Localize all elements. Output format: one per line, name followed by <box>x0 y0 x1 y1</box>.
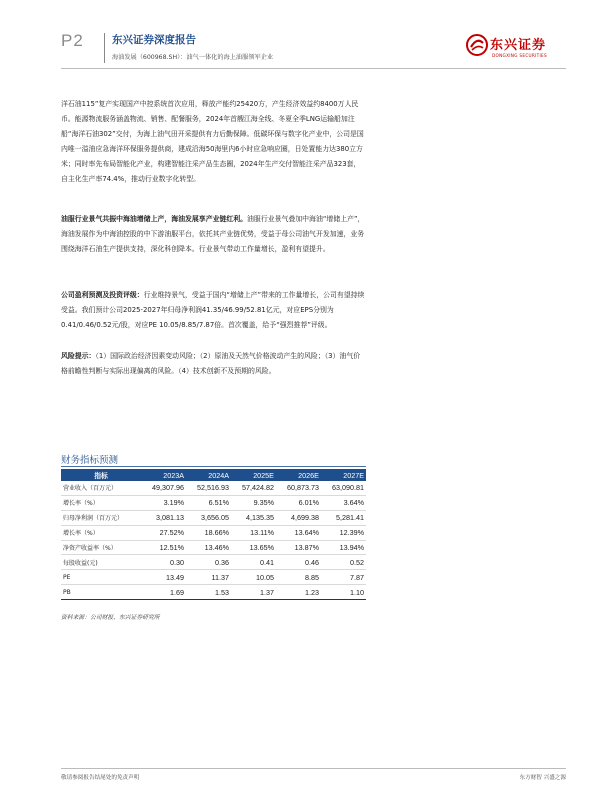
row-label: PE <box>61 570 141 585</box>
table-row <box>61 555 366 570</box>
table-title-rule <box>61 466 366 467</box>
table-row <box>61 585 366 600</box>
year-header: 2025E <box>231 469 276 481</box>
year-header: 2024A <box>186 469 231 481</box>
table-header-row <box>61 469 366 481</box>
year-header: 2026E <box>276 469 321 481</box>
table-cell: 4,699.38 <box>276 510 321 525</box>
table-cell: 12.39% <box>321 525 366 540</box>
table-cell: 63,090.81 <box>321 481 366 495</box>
row-label: 增长率（%） <box>61 525 141 540</box>
paragraph-lead: 油服行业景气共振中海油增储上产，海油发展享产业链红利。 <box>61 215 248 223</box>
table-cell: 10.05 <box>231 570 276 585</box>
paragraph-text: （1）国际政治经济因素变动风险；（2）原油及天然气价格波动产生的风险；（3）油气价格前瞻性判断与实际出现偏离的风险。（4）技术创新不及预期的风险。 <box>61 352 361 375</box>
paragraph-forecast <box>61 288 366 333</box>
row-label: 增长率（%） <box>61 495 141 510</box>
table-cell: 27.52% <box>141 525 186 540</box>
footer-slogan: 东方财智 兴盛之源 <box>519 775 566 781</box>
table-cell: 12.51% <box>141 540 186 555</box>
table-header-label: 指标 <box>61 469 141 481</box>
table-row <box>61 540 366 555</box>
table-cell: 0.46 <box>276 555 321 570</box>
row-label: PB <box>61 585 141 600</box>
logo-text-cn: 东兴证券 <box>490 38 547 53</box>
table-cell: 8.85 <box>276 570 321 585</box>
table-row <box>61 570 366 585</box>
table-cell: 7.87 <box>321 570 366 585</box>
table-cell: 57,424.82 <box>231 481 276 495</box>
table-cell: 13.65% <box>231 540 276 555</box>
table-cell: 1.10 <box>321 585 366 600</box>
table-cell: 52,516.93 <box>186 481 231 495</box>
row-label: 净资产收益率（%） <box>61 540 141 555</box>
table-row <box>61 481 366 495</box>
paragraph-lead: 公司盈利预测及投资评级： <box>61 291 144 299</box>
row-label: 归母净利润（百万元） <box>61 510 141 525</box>
paragraph-risk <box>61 349 366 379</box>
company-logo <box>466 34 566 64</box>
table-cell: 3,081.13 <box>141 510 186 525</box>
table-cell: 1.23 <box>276 585 321 600</box>
table-cell: 0.36 <box>186 555 231 570</box>
header-rule <box>61 68 566 69</box>
table-row <box>61 495 366 510</box>
table-cell: 13.87% <box>276 540 321 555</box>
report-type: 东兴证券深度报告 <box>112 34 196 46</box>
table-cell: 4,135.35 <box>231 510 276 525</box>
table-cell: 11.37 <box>186 570 231 585</box>
table-row <box>61 525 366 540</box>
page-number: P2 <box>61 31 84 50</box>
table-title: 财务指标预测 <box>61 455 119 466</box>
table-cell: 0.41 <box>231 555 276 570</box>
table-cell: 3.19% <box>141 495 186 510</box>
paragraph-text: 行业维持景气，受益于国内“增储上产”带来的工作量增长，公司有望持续受益。我们预计公司2025-2027年归母净利润41.35/46.99/52.81亿元，对应EPS分别为0.41/0.46/0.52元/股，对应PE 10.05/8.85/7.87倍。首次覆盖，给予“强烈推荐”评级。 <box>61 291 365 329</box>
table-cell: 0.52 <box>321 555 366 570</box>
paragraph-text: 洋石油115”复产实现国产中控系统首次应用，释放产能约25420方，产生经济效益约8400万人民币。能源物流服务涵盖物流、销售、配餐服务，2024年首艘江海全线、冬夏全季LNG运输船加注船“海洋石油302”交付，为海上油气田开采提供有力后勤保障。低碳环保与数字化产业中，公司是国内唯一溢油应急海洋环保服务提供商，建成沿海50海里内6小时应急响应圈，日处置能力达380立方米；同时率先布局智能化产业，构建智能注采产品生态圈，2024年生产交付智能注采产品323套，自主化生产率74.4%，推动行业数字化转型。 <box>61 100 364 183</box>
table-cell: 3,656.05 <box>186 510 231 525</box>
paragraph-lead: 风险提示： <box>61 352 96 360</box>
table-cell: 1.37 <box>231 585 276 600</box>
table-cell: 18.66% <box>186 525 231 540</box>
paragraph-business <box>61 97 366 187</box>
row-label: 每股收益(元) <box>61 555 141 570</box>
row-label: 营业收入（百万元） <box>61 481 141 495</box>
report-subtitle: 海油发展（600968.SH）：油气一体化的海上油服领军企业 <box>112 54 274 61</box>
paragraph-text: 油服行业景气叠加中海油“增储上产”，海油发展作为中海油控股的中下游油服平台，依托其产业链优势，受益于母公司油气开发加速，业务围绕海洋石油生产提供支持，深化科创降本。行业景气带动工作量增长，盈利有望提升。 <box>61 215 365 253</box>
year-header: 2023A <box>141 469 186 481</box>
table-cell: 13.64% <box>276 525 321 540</box>
table-cell: 1.69 <box>141 585 186 600</box>
paragraph-industry <box>61 212 366 257</box>
table-cell: 6.51% <box>186 495 231 510</box>
logo-mark-icon <box>466 34 488 56</box>
table-cell: 60,873.73 <box>276 481 321 495</box>
table-cell: 13.94% <box>321 540 366 555</box>
table-source-note: 资料来源：公司财报、东兴证券研究所 <box>61 615 160 621</box>
footer-disclaimer: 敬请参阅报告结尾处的免责声明 <box>61 775 140 781</box>
year-header: 2027E <box>321 469 366 481</box>
table-cell: 13.46% <box>186 540 231 555</box>
table-row <box>61 510 366 525</box>
table-cell: 5,281.41 <box>321 510 366 525</box>
table-cell: 13.11% <box>231 525 276 540</box>
financial-forecast-table <box>61 469 366 600</box>
table-cell: 1.53 <box>186 585 231 600</box>
table-cell: 6.01% <box>276 495 321 510</box>
table-cell: 49,307.96 <box>141 481 186 495</box>
header-divider <box>104 33 105 63</box>
table-cell: 0.30 <box>141 555 186 570</box>
footer-rule <box>61 768 566 769</box>
table-cell: 13.49 <box>141 570 186 585</box>
logo-text-en: DONGXING SECURITIES <box>492 53 547 58</box>
table-cell: 9.35% <box>231 495 276 510</box>
page-header <box>0 0 595 68</box>
table-cell: 3.64% <box>321 495 366 510</box>
